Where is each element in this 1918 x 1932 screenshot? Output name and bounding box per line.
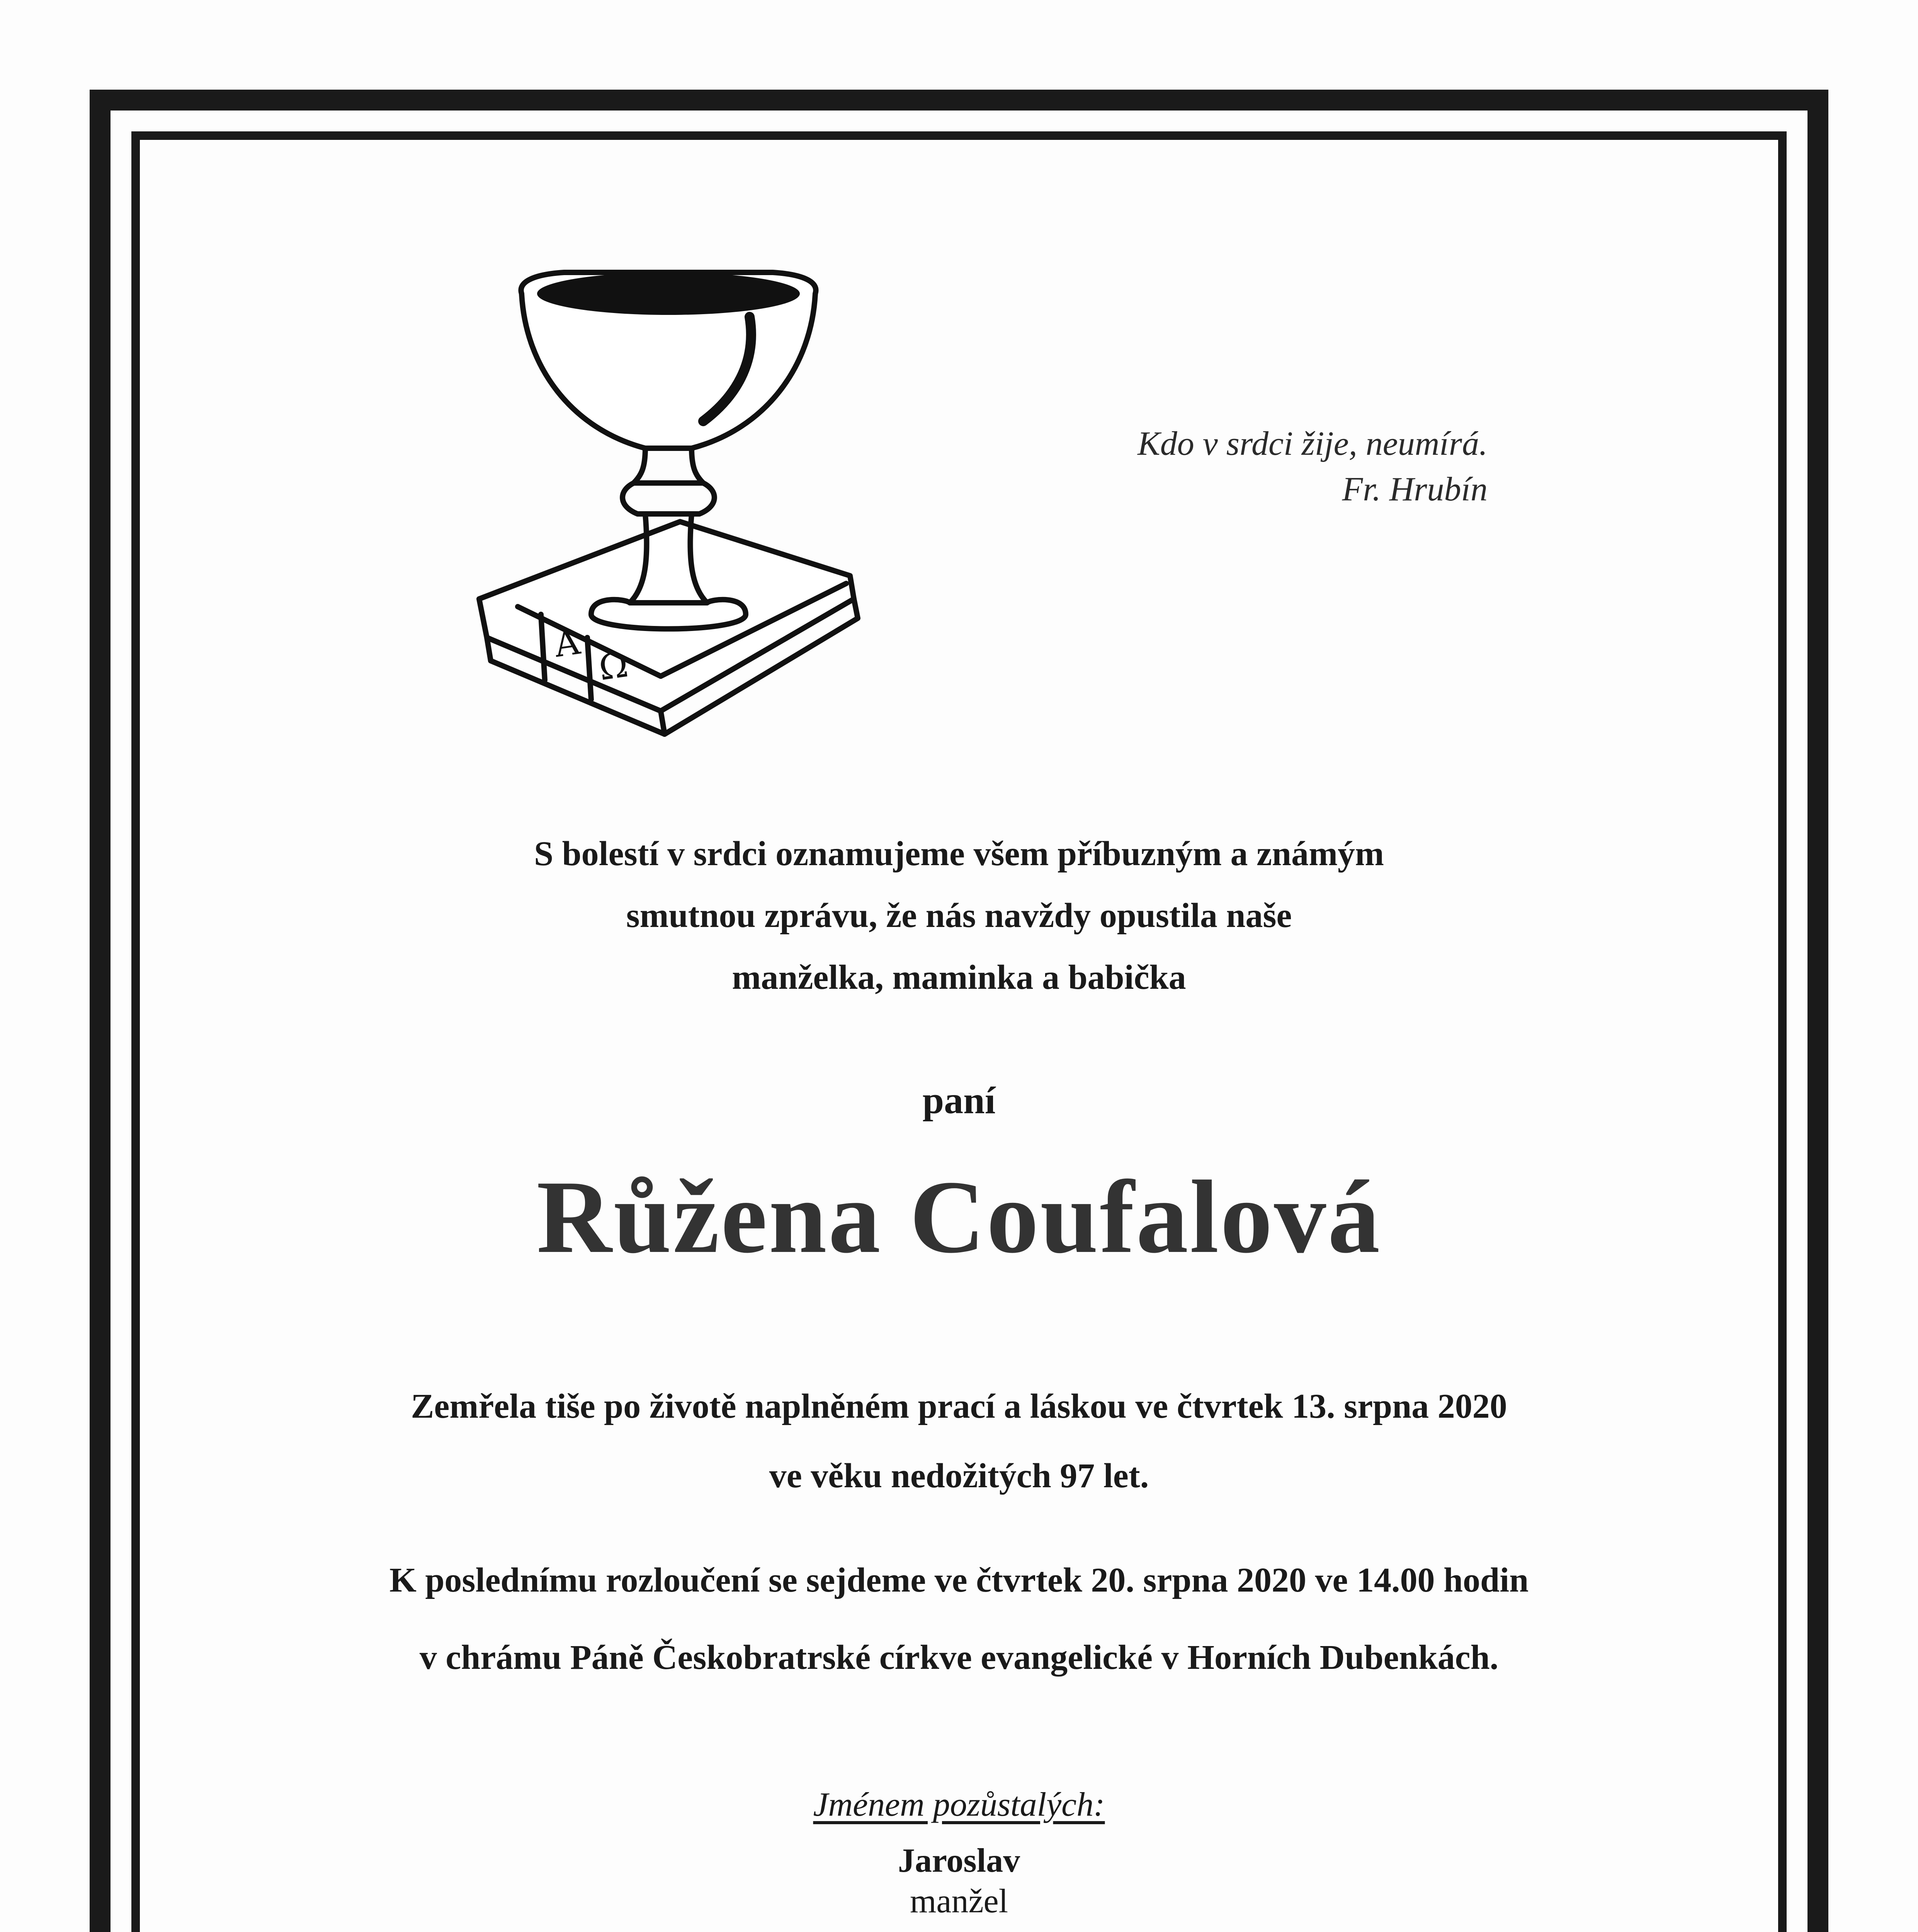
death-info-line: ve věku nedožitých 97 let. — [769, 1457, 1149, 1495]
survivors-section — [0, 1785, 1918, 1932]
book-letter-alpha: A — [552, 621, 583, 665]
announcement-line: smutnou zprávu, že nás navždy opustila naše — [626, 896, 1292, 935]
survivors-heading: Jménem pozůstalých: — [813, 1786, 1105, 1823]
motto-quote: Kdo v srdci žije, neumírá. — [1138, 425, 1488, 463]
survivor-name: Jaroslav — [898, 1842, 1020, 1879]
motto-author: Fr. Hrubín — [1342, 471, 1488, 508]
death-info — [0, 1372, 1918, 1511]
book-letter-omega: Ω — [596, 644, 631, 689]
deceased-name: Růžena Coufalová — [536, 1159, 1382, 1275]
farewell-line: K poslednímu rozloučení se sejdeme ve čtvrtek 20. srpna 2020 ve 14.00 hodin — [389, 1561, 1529, 1599]
announcement — [0, 823, 1918, 1009]
farewell-info — [0, 1542, 1918, 1696]
chalice-book-emblem — [464, 267, 865, 738]
announcement-line: manželka, maminka a babička — [732, 958, 1186, 997]
farewell-line: v chrámu Páně Českobratrské církve evangelické v Horních Dubenkách. — [419, 1638, 1499, 1677]
death-info-line: Zemřela tiše po životě naplněném prací a láskou ve čtvrtek 13. srpna 2020 — [411, 1387, 1507, 1425]
survivor-relation: manžel — [910, 1883, 1008, 1920]
survivor-group — [0, 1840, 1918, 1921]
announcement-line: S bolestí v srdci oznamujeme všem příbuzným a známým — [534, 835, 1384, 873]
honorific: paní — [922, 1079, 996, 1122]
motto — [1043, 421, 1488, 512]
